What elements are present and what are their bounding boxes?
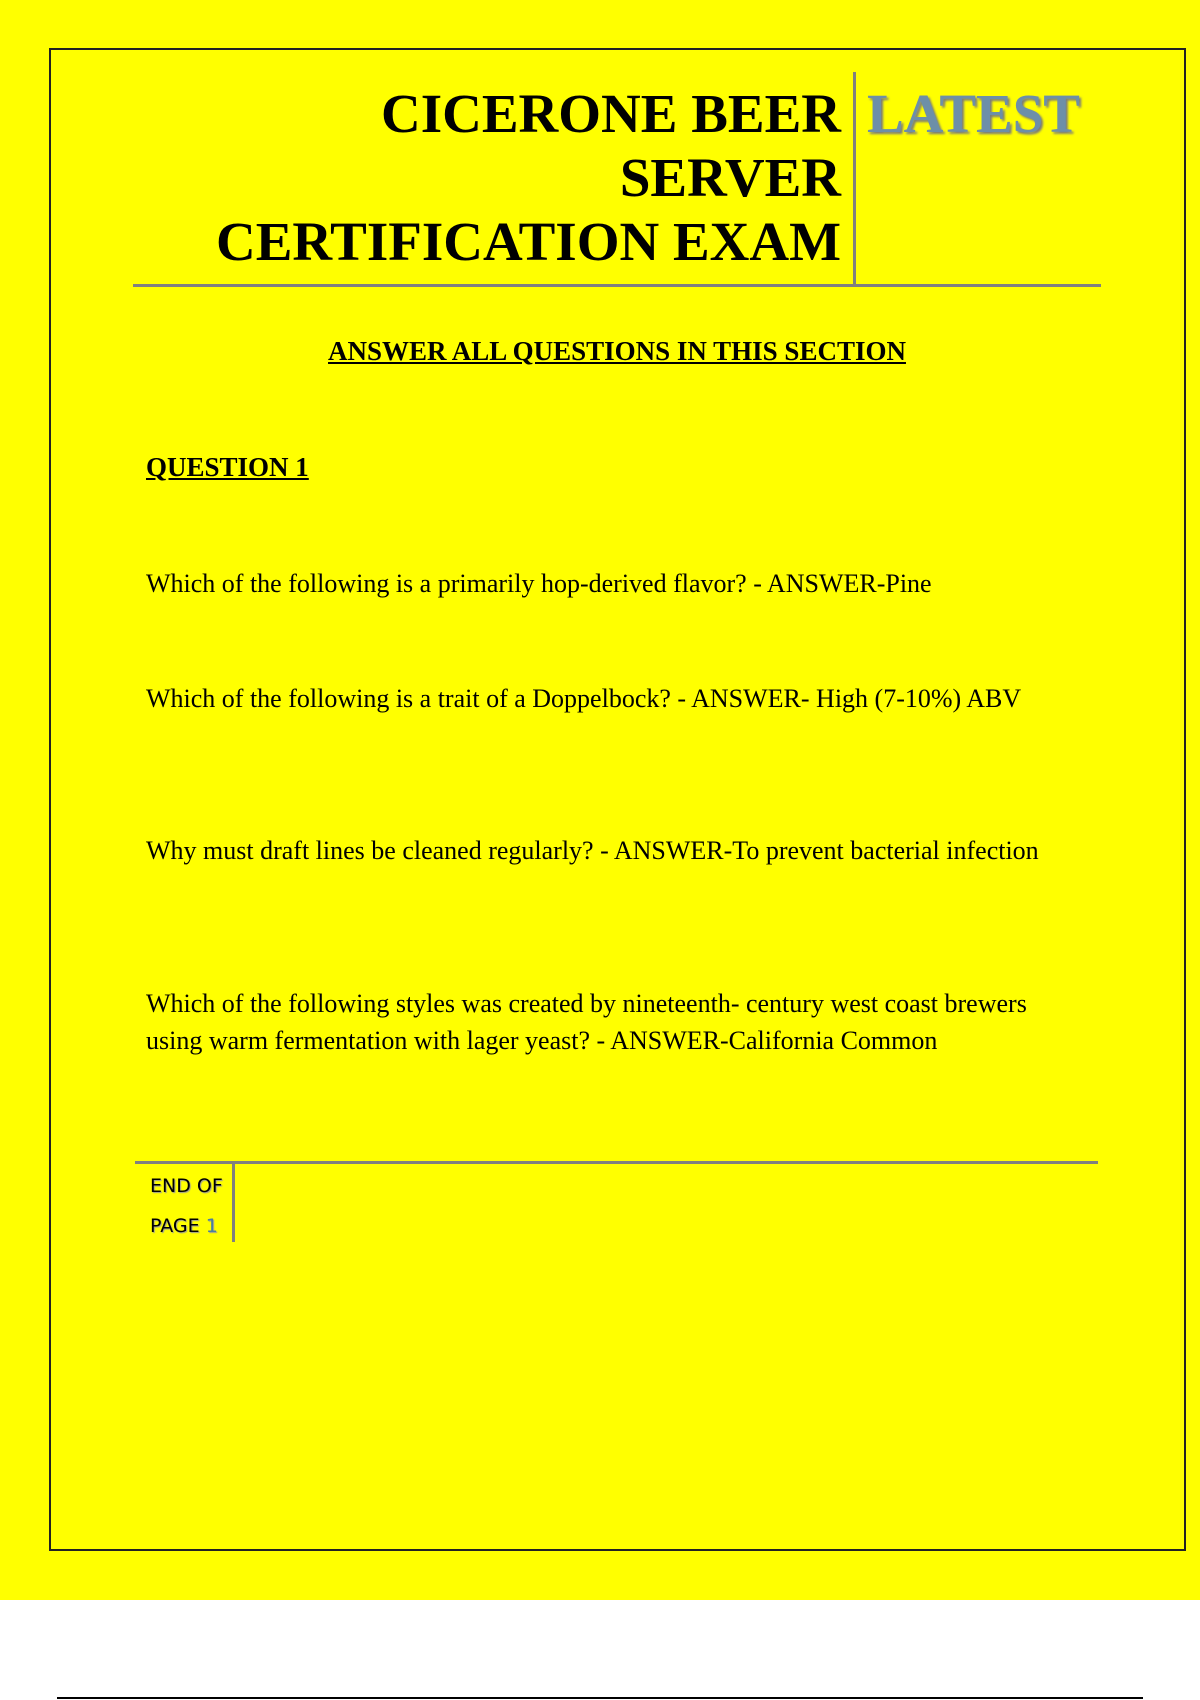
document-header [133, 72, 1101, 287]
page-number: 1 [205, 1215, 218, 1237]
footer-divider [232, 1164, 235, 1242]
section-heading: ANSWER ALL QUESTIONS IN THIS SECTION [328, 336, 906, 366]
question-answer-3: Why must draft lines be cleaned regularly? - ANSWER-To prevent bacterial infection [146, 836, 1039, 865]
latest-tag: LATEST [867, 83, 1080, 144]
title-line-3: CERTIFICATION EXAM [215, 211, 841, 272]
question-answer-1: Which of the following is a primarily hop-derived flavor? - ANSWER-Pine [146, 569, 932, 598]
document-title [141, 82, 841, 274]
question-answer-4: Which of the following styles was created by nineteenth- century west coast brewers using warm fermentation with lager yeast? - ANSWER-California Common [146, 989, 1027, 1055]
page-text: PAGE [150, 1215, 200, 1237]
title-line-2: SERVER [619, 147, 841, 208]
end-of-page-label [150, 1166, 230, 1246]
question-answer-2: Which of the following is a trait of a Doppelbock? - ANSWER- High (7-10%) ABV [146, 684, 1022, 713]
bottom-rule [57, 1697, 1143, 1699]
header-divider [853, 72, 856, 284]
end-of-text: END OF [150, 1175, 223, 1197]
title-line-1: CICERONE BEER [381, 83, 841, 144]
footer-line [135, 1161, 1098, 1164]
question-heading: QUESTION 1 [146, 452, 309, 482]
